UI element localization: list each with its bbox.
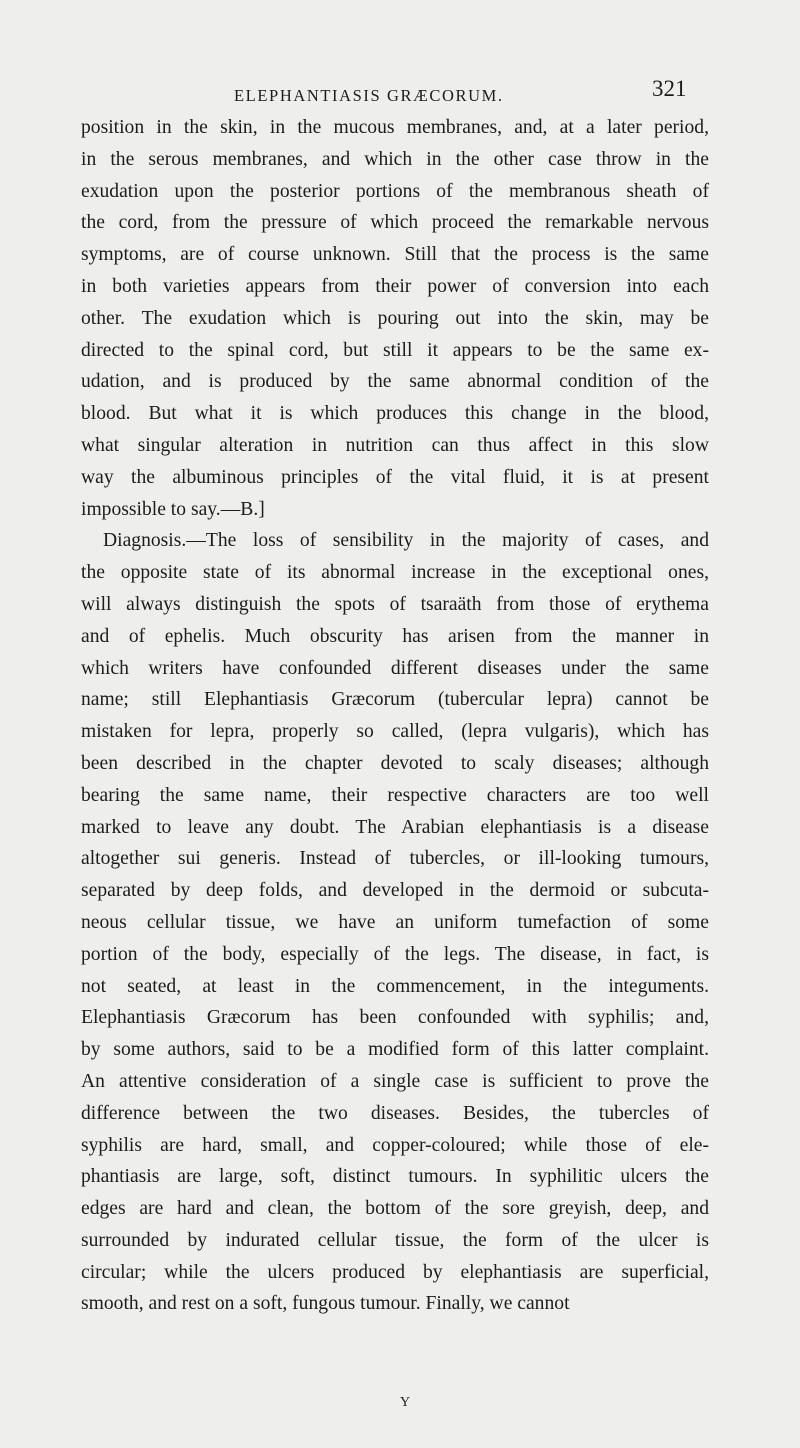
text-line: what singular alteration in nutrition can thus affect in this slow — [81, 434, 709, 456]
text-line: Diagnosis.—The loss of sensibility in the majority of cases, and — [103, 530, 709, 552]
text-line: the cord, from the pressure of which proceed the remarkable nervous — [81, 212, 709, 234]
text-line: smooth, and rest on a soft, fungous tumour. Finally, we cannot — [81, 1293, 570, 1315]
text-line: will always distinguish the spots of tsaraäth from those of erythema — [81, 593, 709, 615]
text-line: the opposite state of its abnormal increase in the exceptional ones, — [81, 562, 709, 584]
text-line: which writers have confounded different diseases under the same — [81, 657, 709, 679]
paragraph — [81, 525, 709, 1320]
text-line: other. The exudation which is pouring out into the skin, may be — [81, 307, 709, 329]
text-line: blood. But what it is which produces this change in the blood, — [81, 403, 709, 425]
text-line: udation, and is produced by the same abnormal condition of the — [81, 371, 709, 393]
text-line: impossible to say.—B.] — [81, 498, 265, 520]
text-line: marked to leave any doubt. The Arabian elephantiasis is a disease — [81, 816, 709, 838]
text-line: exudation upon the posterior portions of the membranous sheath of — [81, 180, 709, 202]
text-line: surrounded by indurated cellular tissue, the form of the ulcer is — [81, 1229, 709, 1251]
text-line: been described in the chapter devoted to scaly diseases; although — [81, 752, 709, 774]
text-line: edges are hard and clean, the bottom of the sore greyish, deep, and — [81, 1198, 709, 1220]
text-line: Elephantiasis Græcorum has been confounded with syphilis; and, — [81, 1007, 709, 1029]
text-line: syphilis are hard, small, and copper-coloured; while those of ele- — [81, 1134, 709, 1156]
text-line: directed to the spinal cord, but still it appears to be the same ex- — [81, 339, 709, 361]
text-line: altogether sui generis. Instead of tubercles, or ill-looking tumours, — [81, 848, 709, 870]
text-line: name; still Elephantiasis Græcorum (tubercular lepra) cannot be — [81, 689, 709, 711]
text-line: and of ephelis. Much obscurity has arisen from the manner in — [81, 625, 709, 647]
text-line: circular; while the ulcers produced by elephantiasis are superficial, — [81, 1261, 709, 1283]
text-line: difference between the two diseases. Besides, the tubercles of — [81, 1102, 709, 1124]
text-line: position in the skin, in the mucous membranes, and, at a later period, — [81, 117, 709, 138]
text-line: separated by deep folds, and developed in the dermoid or subcuta- — [81, 880, 709, 902]
body-text — [81, 112, 709, 1320]
text-line: in the serous membranes, and which in the other case throw in the — [81, 148, 709, 170]
running-head: ELEPHANTIASIS GRÆCORUM. — [234, 86, 504, 105]
text-line: in both varieties appears from their power of conversion into each — [81, 275, 709, 297]
text-line: portion of the body, especially of the legs. The disease, in fact, is — [81, 943, 709, 965]
text-line: not seated, at least in the commencement, in the integuments. — [81, 975, 709, 997]
text-line: phantiasis are large, soft, distinct tumours. In syphilitic ulcers the — [81, 1166, 709, 1188]
text-line: bearing the same name, their respective characters are too well — [81, 784, 709, 806]
page-number: 321 — [652, 76, 687, 101]
text-line: An attentive consideration of a single case is sufficient to prove the — [81, 1070, 709, 1092]
text-line: by some authors, said to be a modified form of this latter complaint. — [81, 1039, 709, 1061]
text-line: mistaken for lepra, properly so called, (lepra vulgaris), which has — [81, 721, 709, 743]
text-line: way the albuminous principles of the vital fluid, it is at present — [81, 466, 709, 488]
text-line: symptoms, are of course unknown. Still that the process is the same — [81, 244, 709, 266]
signature-mark: Y — [400, 1395, 411, 1410]
text-line: neous cellular tissue, we have an uniform tumefaction of some — [81, 911, 709, 933]
paragraph — [81, 112, 709, 525]
